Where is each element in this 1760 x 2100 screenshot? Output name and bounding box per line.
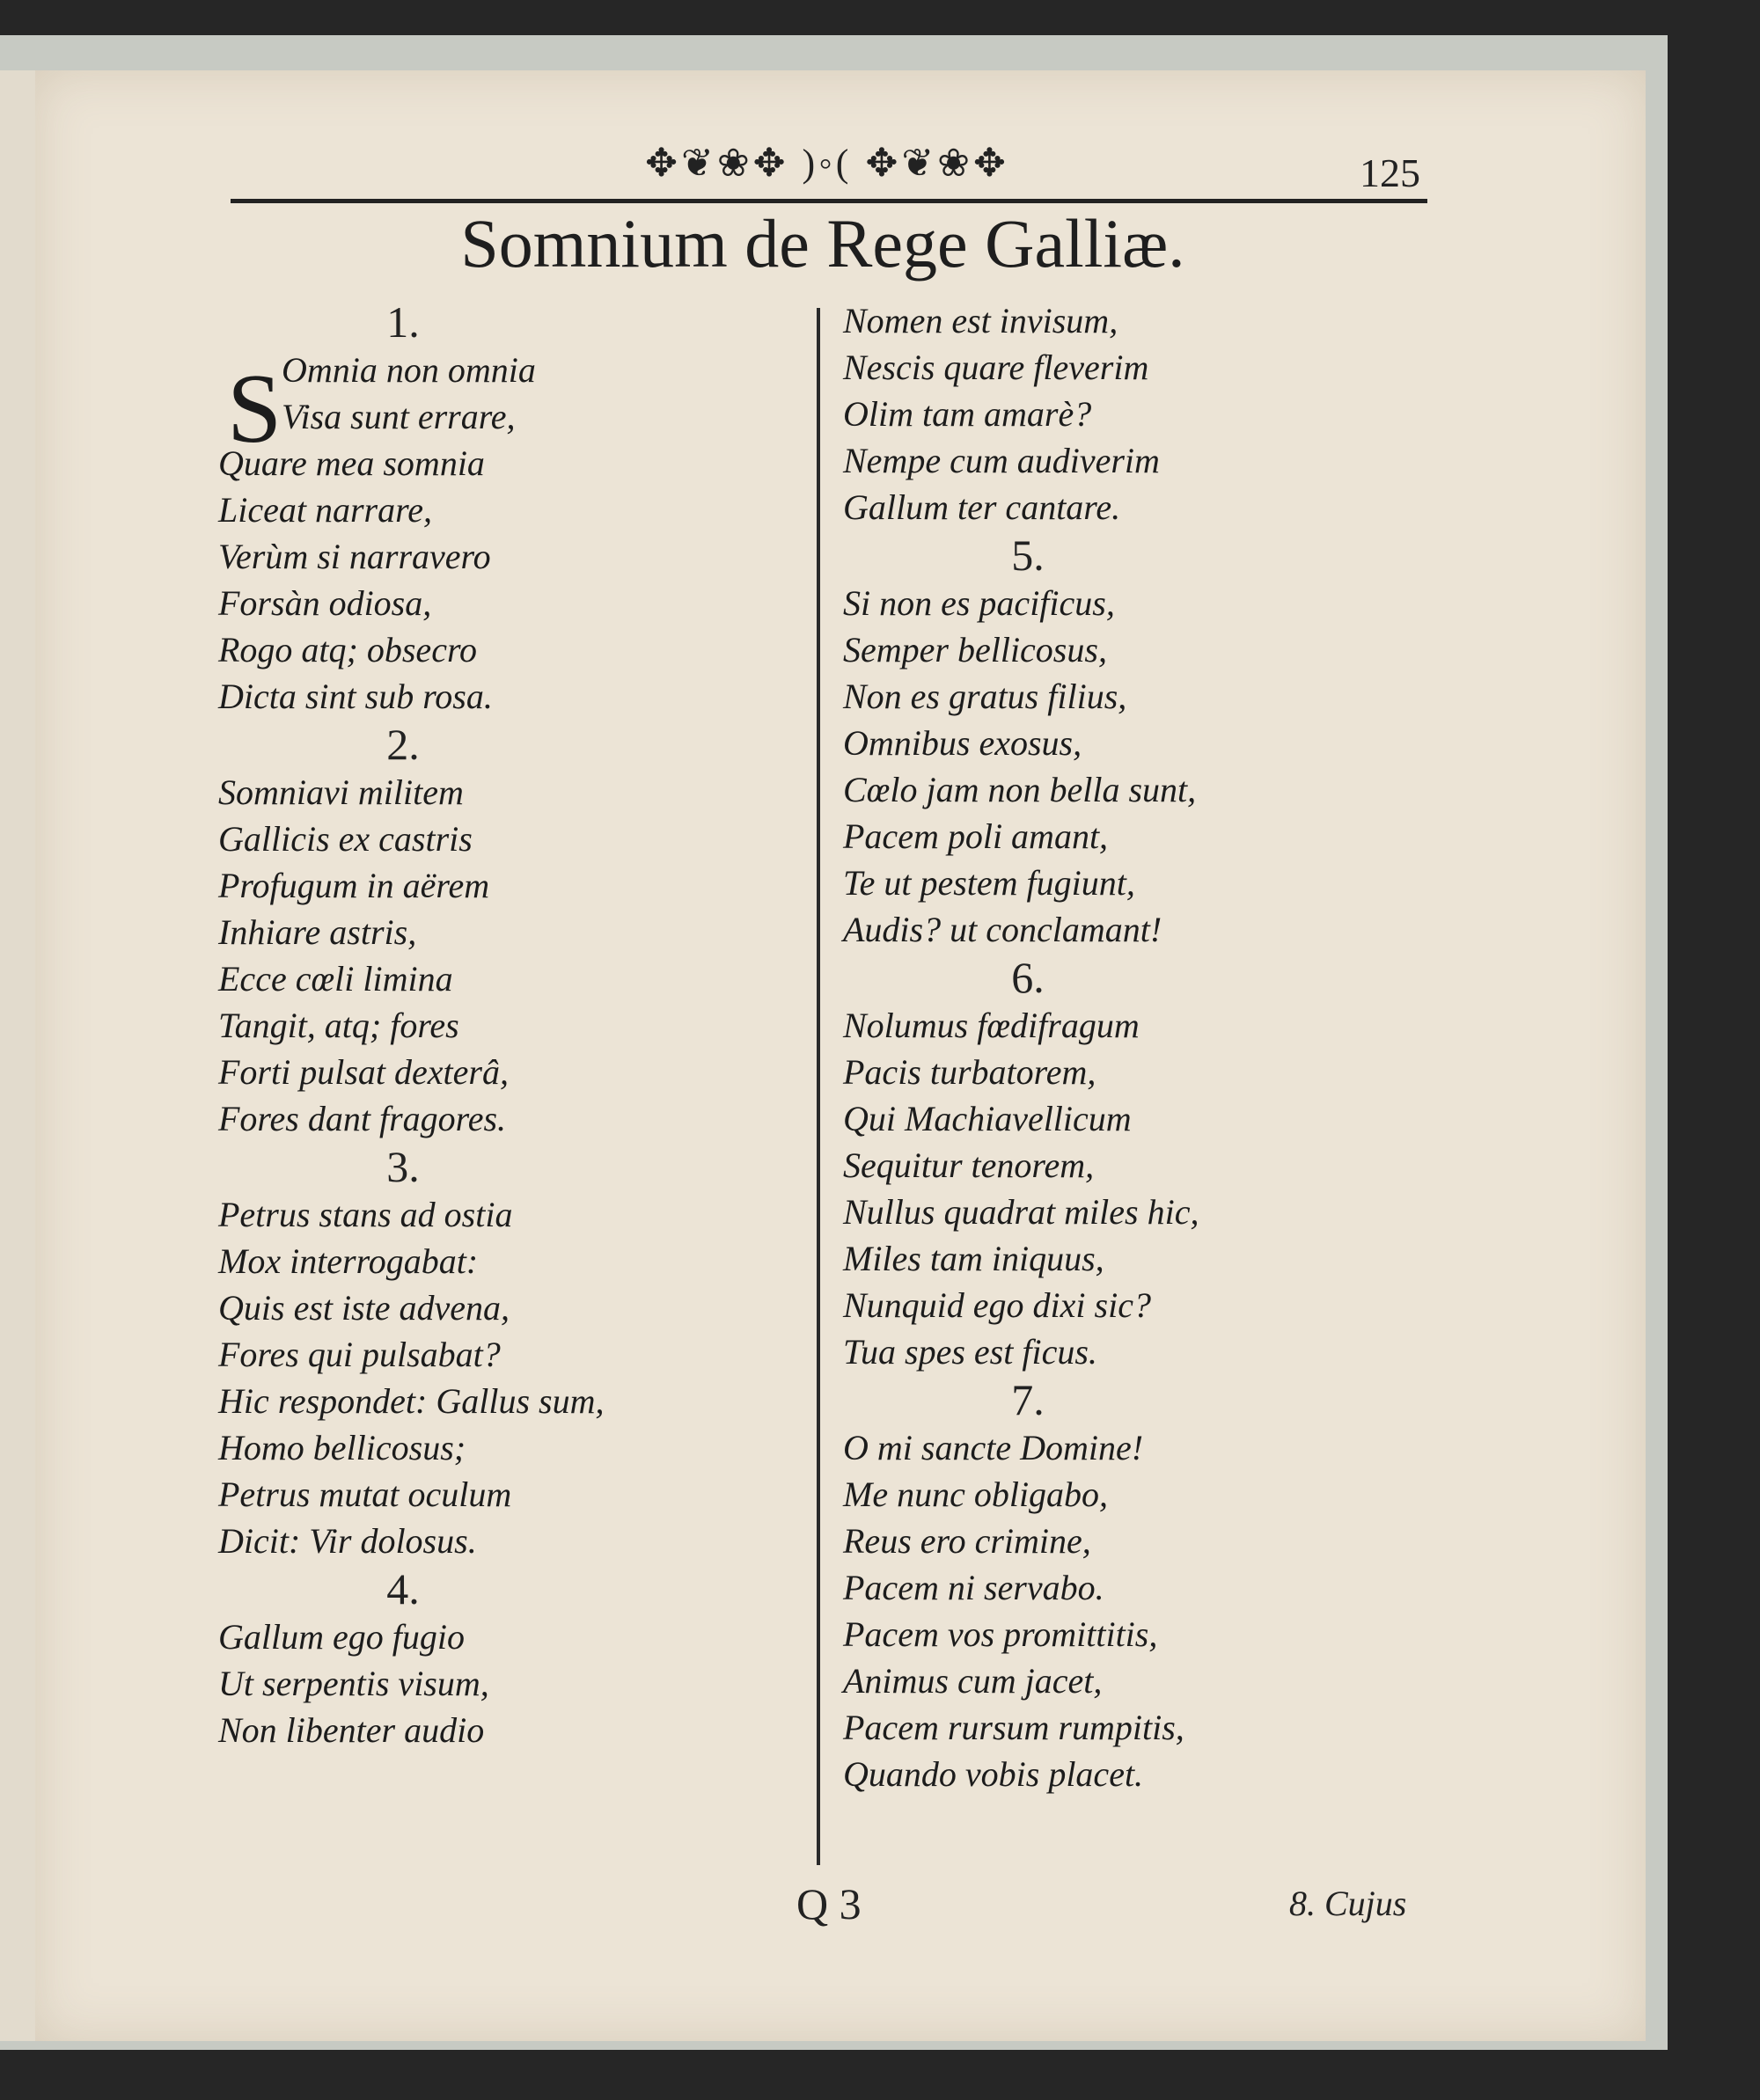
stanza-2 bbox=[218, 720, 711, 1142]
verse-line: Hic respondet: Gallus sum, bbox=[218, 1381, 605, 1421]
verse-line: Nescis quare fleverim bbox=[843, 348, 1149, 387]
verse-line: Reus ero crimine, bbox=[843, 1521, 1091, 1561]
verse-line: Qui Machiavellicum bbox=[843, 1099, 1132, 1138]
verse-line: Gallum ter cantare. bbox=[843, 487, 1121, 527]
stanza-number: 4. bbox=[386, 1564, 420, 1613]
verse-line: Nunquid ego dixi sic? bbox=[843, 1285, 1151, 1325]
verse-line: Dicta sint sub rosa. bbox=[218, 677, 493, 716]
column-divider bbox=[817, 308, 820, 1865]
verse-line: Mox interrogabat: bbox=[218, 1241, 479, 1281]
previous-page-edge bbox=[0, 70, 37, 2041]
verse-line: Pacem vos promittitis, bbox=[843, 1614, 1158, 1654]
verse-line: Sequitur tenorem, bbox=[843, 1145, 1095, 1185]
header-ornament: ✥❦❀✥ )◦( ✥❦❀✥ bbox=[645, 142, 1009, 185]
verse-line: Ecce cœli limina bbox=[218, 959, 453, 999]
verse-line: Animus cum jacet, bbox=[843, 1661, 1103, 1701]
stanza-number: 5. bbox=[1011, 530, 1045, 580]
verse-line: Petrus stans ad ostia bbox=[218, 1195, 513, 1234]
verse-line: Audis? ut conclamant! bbox=[843, 910, 1162, 949]
verse-line: Pacem rursum rumpitis, bbox=[843, 1708, 1184, 1747]
verse-line: Omnibus exosus, bbox=[843, 723, 1082, 763]
verse-line: Gallum ego fugio bbox=[218, 1617, 465, 1657]
verse-line: Omnia non omnia bbox=[282, 350, 536, 390]
verse-line: Forsàn odiosa, bbox=[218, 583, 432, 623]
stanza-number: 7. bbox=[1011, 1375, 1045, 1424]
verse-line: O mi sancte Domine! bbox=[843, 1428, 1144, 1467]
verse-line: Homo bellicosus; bbox=[218, 1428, 466, 1467]
stanza-4-continued bbox=[843, 297, 1336, 530]
verse-line: Nempe cum audiverim bbox=[843, 441, 1160, 480]
verse-line: Cœlo jam non bella sunt, bbox=[843, 770, 1197, 809]
verse-line: Non es gratus filius, bbox=[843, 677, 1127, 716]
stanza-number: 3. bbox=[386, 1142, 420, 1191]
verse-line: Quis est iste advena, bbox=[218, 1288, 510, 1328]
verse-line: Non libenter audio bbox=[218, 1710, 485, 1750]
verse-line: Rogo atq; obsecro bbox=[218, 630, 478, 670]
stanza-6 bbox=[843, 953, 1336, 1375]
verse-line: Quare mea somnia bbox=[218, 443, 485, 483]
verse-line: Verùm si narravero bbox=[218, 537, 491, 576]
header-rule bbox=[231, 199, 1427, 203]
catchword: 8. Cujus bbox=[1289, 1884, 1407, 1923]
verse-line: Dicit: Vir dolosus. bbox=[218, 1521, 477, 1561]
verse-line: Forti pulsat dexterâ, bbox=[218, 1052, 509, 1092]
stanza-4 bbox=[218, 1564, 711, 1753]
page-number: 125 bbox=[1360, 150, 1420, 195]
verse-line: Somniavi militem bbox=[218, 772, 464, 812]
verse-line: Gallicis ex castris bbox=[218, 819, 473, 859]
verse-line: Nolumus fœdifragum bbox=[843, 1006, 1140, 1045]
verse-line: Pacis turbatorem, bbox=[843, 1052, 1096, 1092]
stanza-number: 2. bbox=[386, 720, 420, 769]
verse-line: Nullus quadrat miles hic, bbox=[843, 1192, 1199, 1232]
verse-line: Me nunc obligabo, bbox=[843, 1474, 1109, 1514]
stanza-5 bbox=[843, 530, 1336, 953]
stanza-number: 6. bbox=[1011, 953, 1045, 1002]
verse-line: Olim tam amarè? bbox=[843, 394, 1092, 434]
signature-mark: Q 3 bbox=[796, 1879, 862, 1928]
verse-line: Liceat narrare, bbox=[218, 490, 432, 530]
verse-line: Tua spes est ficus. bbox=[843, 1332, 1097, 1372]
verse-line: Semper bellicosus, bbox=[843, 630, 1107, 670]
drop-cap: S bbox=[227, 355, 282, 464]
stanza-1 bbox=[218, 297, 711, 720]
stanza-number: 1. bbox=[386, 297, 420, 347]
verse-line: Fores qui pulsabat? bbox=[218, 1335, 501, 1374]
right-column bbox=[843, 297, 1336, 1863]
page-title: Somnium de Rege Galliæ. bbox=[460, 205, 1185, 282]
verse-line: Ut serpentis visum, bbox=[218, 1664, 489, 1703]
verse-line: Pacem poli amant, bbox=[843, 816, 1109, 856]
verse-line: Fores dant fragores. bbox=[218, 1099, 507, 1138]
verse-line: Inhiare astris, bbox=[218, 912, 417, 952]
verse-line: Petrus mutat oculum bbox=[218, 1474, 512, 1514]
verse-line: Nomen est invisum, bbox=[843, 301, 1118, 340]
verse-line: Te ut pestem fugiunt, bbox=[843, 863, 1135, 903]
verse-line: Quando vobis placet. bbox=[843, 1754, 1144, 1794]
verse-line: Pacem ni servabo. bbox=[843, 1568, 1104, 1607]
stanza-7 bbox=[843, 1375, 1336, 1797]
verse-line: Miles tam iniquus, bbox=[843, 1239, 1104, 1278]
left-column bbox=[218, 297, 711, 1863]
verse-line: Visa sunt errare, bbox=[282, 397, 516, 436]
verse-line: Si non es pacificus, bbox=[843, 583, 1115, 623]
verse-line: Tangit, atq; fores bbox=[218, 1006, 459, 1045]
stanza-3 bbox=[218, 1142, 711, 1564]
verse-line: Profugum in aërem bbox=[218, 866, 490, 905]
